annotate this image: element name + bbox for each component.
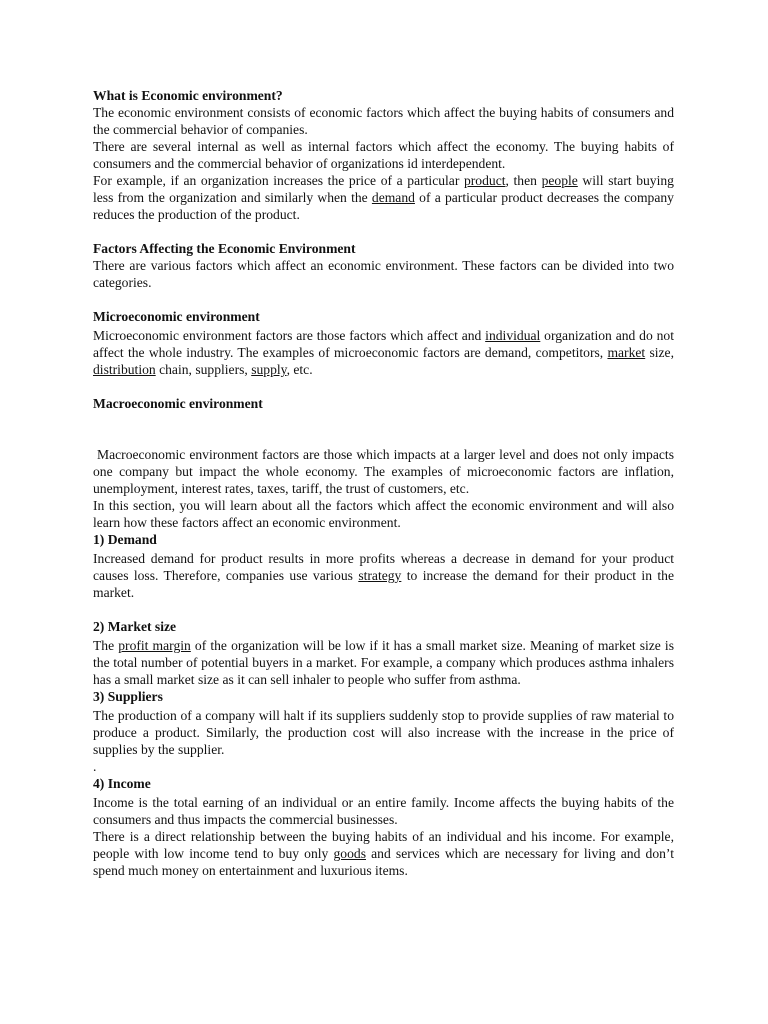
text: There is a direct relationship between the buying habits of an individual and his income. For example, people with low income tend to buy only [93,829,674,861]
text: and services which are necessary for living and don’t spend much money on entertainment and luxurious items. [93,846,674,878]
heading-macroeconomic: Macroeconomic environment [93,396,263,411]
heading-what-is-economic-environment: What is Economic environment? [93,88,283,103]
heading-suppliers: 3) Suppliers [93,689,163,704]
stray-dot: . [93,759,97,774]
heading-income: 4) Income [93,776,151,791]
paragraph-macroeconomic: Macroeconomic environment factors are those which impacts at a larger level and does not only impacts one company but impact the whole economy. The examples of microeconomic factors are inflation, unemployment, interest rates, taxes, tariff, the trust of customers, etc. [93,447,678,496]
link-profit-margin[interactable]: profit margin [118,638,191,653]
text: , etc. [286,362,313,377]
document-page [93,87,678,879]
text: The [93,638,119,653]
link-individual[interactable]: individual [485,328,541,343]
paragraph-market-size [93,637,674,688]
text: size, [645,345,674,360]
heading-factors-affecting: Factors Affecting the Economic Environment [93,241,356,256]
heading-market-size: 2) Market size [93,619,177,634]
link-supply[interactable]: supply [251,362,287,377]
text: , then [505,173,542,188]
text: of a particular product decreases the company reduces the production of the product. [93,190,674,222]
text: chain, suppliers, [155,362,252,377]
paragraph-factors-intro: There are various factors which affect an economic environment. These factors can be divided into two categories. [93,258,674,290]
text: will start buying less from the organization and similarly when the [93,173,674,205]
paragraph-income-relationship [93,828,674,879]
text: Microeconomic environment factors are those factors which affect and [93,328,486,343]
paragraph-demand [93,550,674,601]
text: organization and do not affect the whole industry. The examples of microeconomic factors are demand, competitors, [93,328,674,360]
text: of the organization will be low if it has a small market size. Meaning of market size is the total number of potential buyers in a market. For example, a company which produces asthma inhalers has a small market size as it can sell inhaler to people who suffer from asthma. [93,638,675,687]
link-demand[interactable]: demand [371,190,415,205]
heading-demand: 1) Demand [93,532,157,547]
paragraph-definition: The economic environment consists of economic factors which affect the buying habits of consumers and the commercial behavior of companies. [93,105,674,137]
link-people[interactable]: people [541,173,578,188]
heading-microeconomic: Microeconomic environment [93,309,260,324]
paragraph-internal-factors: There are several internal as well as internal factors which affect the economy. The buying habits of consumers and the commercial behavior of organizations id interdependent. [93,139,674,171]
link-distribution[interactable]: distribution [93,362,156,377]
link-market[interactable]: market [607,345,646,360]
paragraph-suppliers: The production of a company will halt if its suppliers suddenly stop to provide supplies of raw material to produce a product. Similarly, the production cost will also increase with the increase in the price of supplies by the supplier. [93,708,674,757]
link-product[interactable]: product [463,173,506,188]
text: to increase the demand for their product in the market. [93,568,674,600]
paragraph-microeconomic [93,327,674,378]
paragraph-example [93,172,674,223]
text: Increased demand for product results in more profits whereas a decrease in demand for your product causes loss. Therefore, companies use various [93,551,674,583]
paragraph-section-intro: In this section, you will learn about all the factors which affect the economic environment and will also learn how these factors affect an economic environment. [93,498,674,530]
paragraph-income-definition: Income is the total earning of an individual or an entire family. Income affects the buying habits of the consumers and thus impacts the commercial businesses. [93,795,674,827]
link-strategy[interactable]: strategy [358,568,402,583]
link-goods[interactable]: goods [333,846,366,861]
text: For example, if an organization increases the price of a particular [93,173,464,188]
